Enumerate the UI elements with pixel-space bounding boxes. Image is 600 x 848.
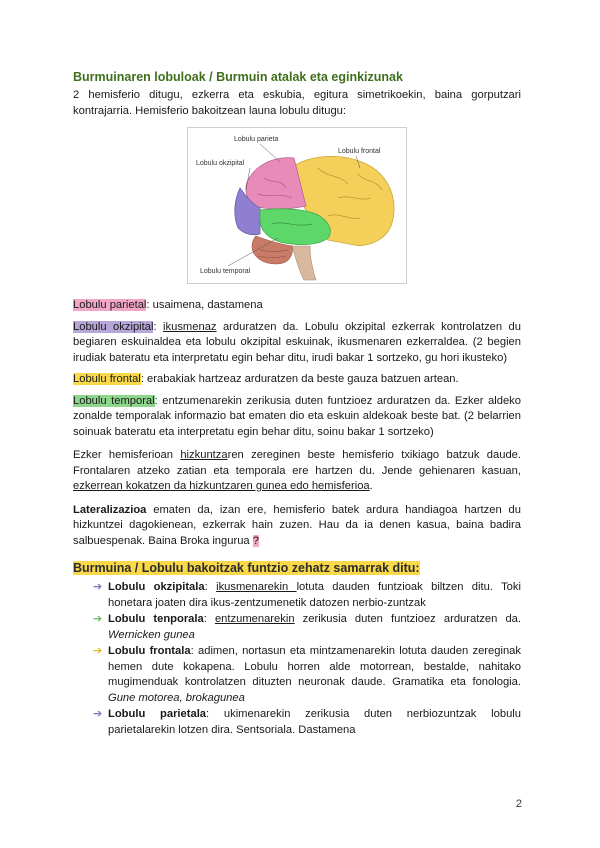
document-page: [73, 70, 521, 739]
figure-label-frontal: Lobulu frontal: [338, 148, 381, 155]
list-item: ➔ Lobulu tenporala: entzumenarekin zerikusia duten funtzioez arduratzen da. Wernicken gunea: [93, 613, 522, 641]
arrow-right-icon: ➔: [93, 708, 103, 720]
figure-label-parietal: Lobulu parieta: [234, 136, 279, 143]
parietal-paragraph: Lobulu parietal: usaimena, dastamena: [73, 299, 263, 311]
page-title: Burmuinaren lobuloak / Burmuin atalak eta eginkizunak: [73, 70, 403, 84]
occipital-term: Lobulu okzipital: [73, 320, 154, 333]
lobe-function-list: [73, 580, 521, 738]
figure-label-temporal: Lobulu temporal: [200, 268, 251, 275]
arrow-right-icon: ➔: [93, 613, 103, 625]
page-number: 2: [515, 798, 522, 810]
section-heading-wrap: [73, 559, 521, 577]
list-item: ➔ Lobulu frontala: adimen, nortasun eta mintzamenarekin lotuta dauden zereginak hemen dute kokapena. Lobulu horren alde motorrean, bestalde, nahitako mugimenduak kontrolatzen dituzten neuronak daude. Gramatika eta fonologia. Gune motorea, brokagunea: [93, 645, 521, 704]
temporal-term: Lobulu temporal: [73, 394, 155, 407]
frontal-paragraph: Lobulu frontal: erabakiak hartzeaz arduratzen da beste gauza batzuen artean.: [73, 373, 459, 385]
frontal-term: Lobulu frontal: [73, 373, 141, 385]
arrow-right-icon: ➔: [93, 581, 103, 593]
temporal-paragraph: Lobulu temporal: entzumenarekin zerikusia duten funtzioez arduratzen da. Ezker aldeko zonalde temporalak informazio bat ematen dio eta eskuin aldekoak beste bat. (2 belarrien soinuak bateratu eta interpretatu egin behar ditu, soinu bakar 1 sortzeko): [73, 394, 521, 438]
occipital-paragraph: Lobulu okzipital: ikusmenaz arduratzen da. Lobulu okzipital ezkerrak kontrolatzen du begiaren eskuinaldea eta lobulu okzipital eskuinak, ikusmenaren ezkerraldea. (2 begien irudiak bateratu eta interpretatu egin behar ditu, irudi bakar 1 sortzeko, gu hori ikusteko): [73, 320, 521, 364]
list-item: ➔ Lobulu okzipitala: ikusmenarekin lotuta dauden funtzioak biltzen ditu. Toki honetara joaten dira ikus-zentzumenetik datozen nerbio-zuntzak: [93, 581, 521, 609]
section-title: Burmuina / Lobulu bakoitzak funtzio zehatz samarrak ditu:: [73, 561, 420, 575]
intro-paragraph: 2 hemisferio ditugu, ezkerra eta eskubia, egitura simetrikoekin, baina gorputzari kontrajarria. Hemisferio bakoitzean launa lobulu ditugu:: [73, 89, 521, 117]
brain-lobes-figure: [187, 127, 407, 284]
arrow-right-icon: ➔: [93, 645, 103, 657]
list-item: ➔ Lobulu parietala: ukimenarekin zerikusia duten nerbiozuntzak lobulu parietalarekin lotzen dira. Sentsoriala. Dastamena: [93, 708, 521, 736]
figure-label-occipital: Lobulu okzipital: [196, 160, 245, 167]
figure-container: [73, 127, 521, 284]
lateralization-paragraph: Lateralizazioa ematen da, izan ere, hemisferio batek ardura handiagoa hartzen du hizkuntzei dagokienean, ezkerrak hain zuzen. Hau da ia denen kasua, baina badira salbuespenak. Baina Broka ingurua ?: [73, 503, 521, 547]
parietal-term: Lobulu parietal: [73, 299, 147, 311]
hemisphere-paragraph: Ezker hemisferioan hizkuntzaren zereginen beste hemisferio txikiago batzuk daude. Frontalaren atzeko zatian eta temporala ere hartzen du. Jende gehienaren kasuan, ezkerrean kokatzen da hizkuntzaren gunea edo hemisferioa.: [73, 449, 521, 492]
